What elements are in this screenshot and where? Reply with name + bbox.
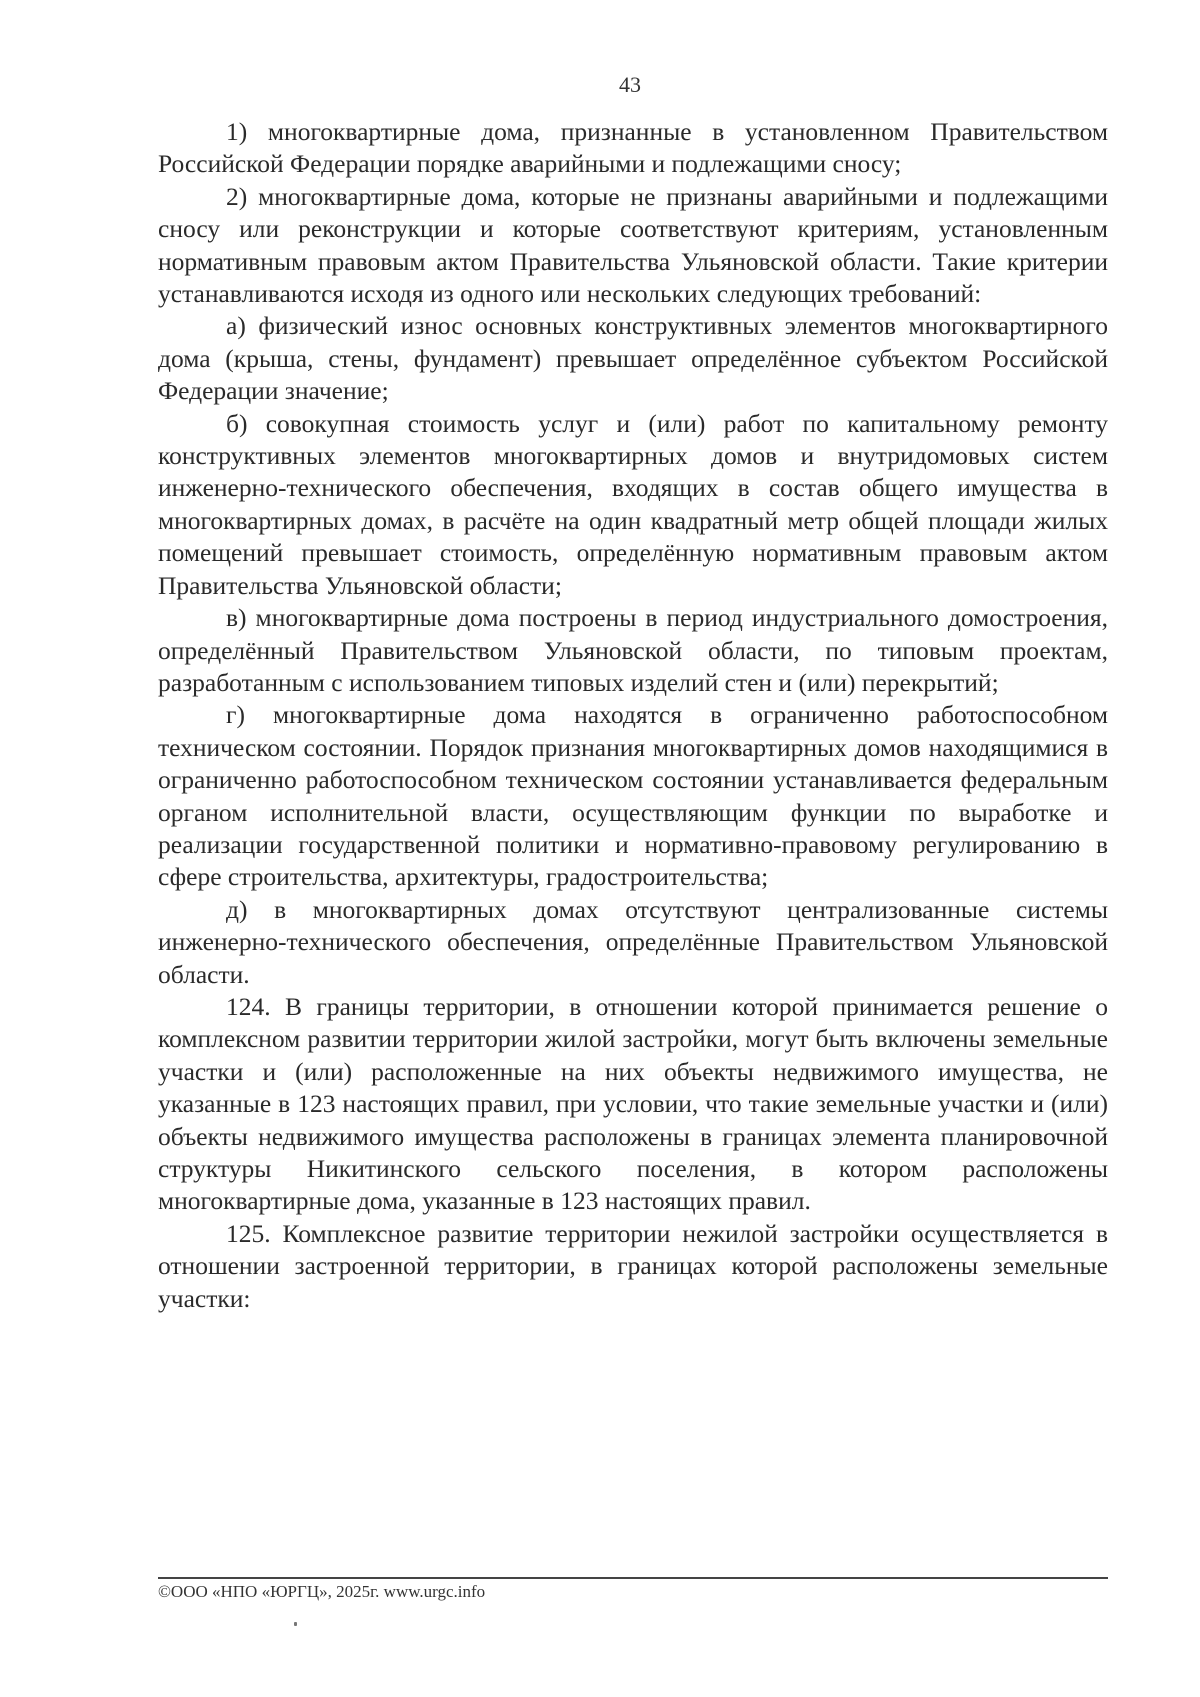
document-body [158, 116, 1108, 1315]
footer-divider [158, 1577, 1108, 1579]
paragraph-subitem-v: в) многоквартирные дома построены в период индустриального домостроения, определённый Правительством Ульяновской области, по типовым проектам, разработанным с использованием типовых изделий стен и (или) перекрытий; [158, 603, 1108, 697]
paragraph-subitem-b: б) совокупная стоимость услуг и (или) работ по капитальному ремонту конструктивных элементов многоквартирных домов и внутридомовых систем инженерно-технического обеспечения, входящих в состав общего имущества в многоквартирных домах, в расчёте на один квадратный метр общей площади жилых помещений превышает стоимость, определённую нормативным правовым актом Правительства Ульяновской области; [158, 408, 1108, 600]
paragraph-item-1: 1) многоквартирные дома, признанные в установленном Правительством Российской Федерации порядке аварийными и подлежащими сносу; [158, 117, 1108, 179]
paragraph-clause-124: 124. В границы территории, в отношении которой принимается решение о комплексном развитии территории жилой застройки, могут быть включены земельные участки и (или) расположенные на них объекты недвижимого имущества, не указанные в 123 настоящих правил, при условии, что такие земельные участки и (или) объекты недвижимого имущества расположены в границах элемента планировочной структуры Никитинского сельского поселения, в котором расположены многоквартирные дома, указанные в 123 настоящих правил. [158, 991, 1108, 1216]
paragraph-item-2: 2) многоквартирные дома, которые не признаны аварийными и подлежащими сносу или реконструкции и которые соответствуют критериям, установленным нормативным правовым актом Правительства Ульяновской области. Такие критерии устанавливаются исходя из одного или нескольких следующих требований: [158, 181, 1108, 309]
paragraph-subitem-d: д) в многоквартирных домах отсутствуют централизованные системы инженерно-технического обеспечения, определённые Правительством Ульяновской области. [158, 894, 1108, 989]
paragraph-subitem-a: а) физический износ основных конструктивных элементов многоквартирного дома (крыша, стены, фундамент) превышает определённое субъектом Российской Федерации значение; [158, 311, 1108, 406]
paragraph-clause-125: 125. Комплексное развитие территории нежилой застройки осуществляется в отношении застроенной территории, в границах которой расположены земельные участки: [158, 1218, 1108, 1313]
paragraph-subitem-g: г) многоквартирные дома находятся в ограниченно работоспособном техническом состоянии. Порядок признания многоквартирных домов находящимися в ограниченно работоспособном техническом состоянии устанавливается федеральным органом исполнительной власти, осуществляющим функции по выработке и реализации государственной политики и нормативно-правовому регулированию в сфере строительства, архитектуры, градостроительства; [158, 700, 1108, 892]
footer-copyright: ©ООО «НПО «ЮРГЦ», 2025г. www.urgc.info [158, 1582, 486, 1601]
scan-speck [294, 1622, 297, 1626]
page-number: 43 [619, 72, 641, 97]
